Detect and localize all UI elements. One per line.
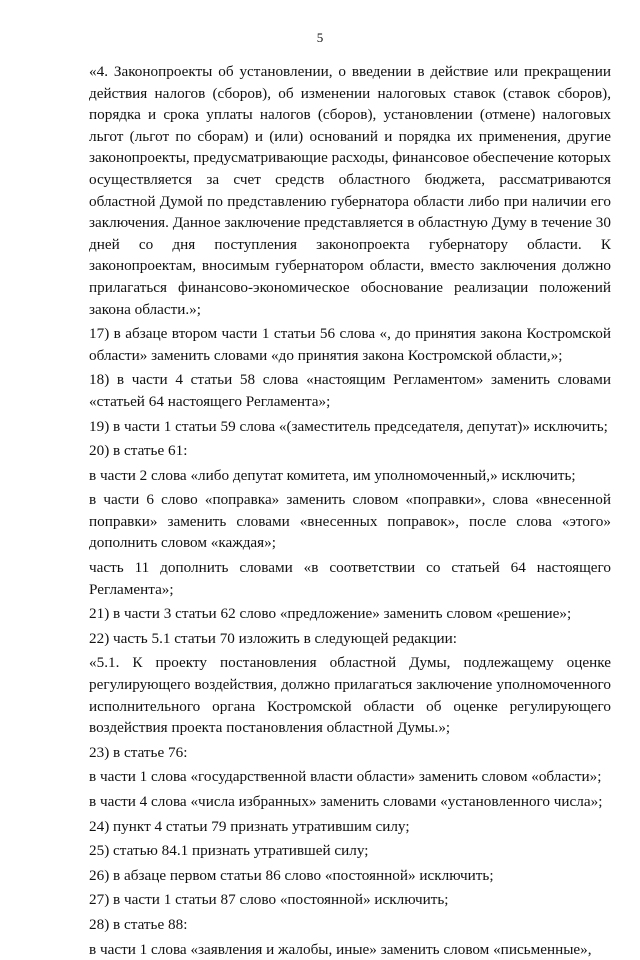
page-number: 5 — [316, 30, 324, 45]
paragraph-item-20-part-6: в части 6 слово «поправка» заменить словом «поправки», слова «внесенной поправки» заменить словами «внесенных поправок», после слова «этого» дополнить словом «каждая»; — [89, 491, 611, 552]
paragraph-item-23-part-1: в части 1 слова «государственной власти области» заменить словом «области»; — [89, 768, 602, 786]
paragraph-item-23-part-4: в части 4 слова «числа избранных» заменить словами «установленного числа»; — [89, 793, 603, 810]
paragraph-item-20-part-2: в части 2 слова «либо депутат комитета, им уполномоченный,» исключить; — [89, 466, 576, 484]
paragraph-item-28: 28) в статье 88: — [89, 915, 188, 933]
paragraph-item-22-quote: «5.1. К проекту постановления областной Думы, подлежащему оценке регулирующего воздействия, должно прилагаться заключение уполномоченного исполнительного органа Костромской области об оценке регулирующего воздействия проекта постановления областной Думы.»; — [89, 654, 611, 737]
paragraph-item-21: 21) в части 3 статьи 62 слово «предложение» заменить словом «решение»; — [89, 605, 572, 623]
paragraph-article-4-quote: «4. Законопроекты об установлении, о введении в действие или прекращении действия налогов (сборов), об изменении налоговых ставок (ставок сборов), порядка и срока уплаты налогов (сборов), установлении (отмене) налоговых льгот (льгот по сборам) и (или) оснований и порядка их применения, другие законопроекты, предусматривающие расходы, финансовое обеспечение которых осуществляется за счет средств областного бюджета, рассматриваются областной Думой по представлению губернатора области либо при наличии его заключения. Данное заключение представляется в областную Думу в течение 30 дней со дня поступления законопроекта губернатору области. К законопроектам, вносимым губернатором области, вместо заключения должно прилагаться финансово-экономическое обоснование реализации положений закона области.»; — [89, 63, 611, 318]
paragraph-item-20: 20) в статье 61: — [89, 442, 188, 460]
paragraph-item-28-part-1: в части 1 слова «заявления и жалобы, иные» заменить словом «письменные», — [89, 940, 592, 958]
paragraph-item-25: 25) статью 84.1 признать утратившей силу; — [89, 842, 369, 860]
paragraph-item-22: 22) часть 5.1 статьи 70 изложить в следующей редакции: — [89, 629, 458, 647]
document-body — [89, 61, 611, 960]
paragraph-item-27: 27) в части 1 статьи 87 слово «постоянной» исключить; — [89, 891, 449, 909]
paragraph-item-24: 24) пункт 4 статьи 79 признать утратившим силу; — [89, 817, 410, 835]
paragraph-item-20-part-11: часть 11 дополнить словами «в соответствии со статьей 64 настоящего Регламента»; — [89, 559, 611, 598]
paragraph-item-18: 18) в части 4 статьи 58 слова «настоящим Регламентом» заменить словами «статьей 64 настоящего Регламента»; — [89, 371, 611, 410]
paragraph-item-19: 19) в части 1 статьи 59 слова «(заместитель председателя, депутат)» исключить; — [89, 417, 608, 435]
paragraph-item-23: 23) в статье 76: — [89, 743, 188, 761]
paragraph-item-26: 26) в абзаце первом статьи 86 слово «постоянной» исключить; — [89, 866, 494, 884]
paragraph-item-17: 17) в абзаце втором части 1 статьи 56 слова «, до принятия закона Костромской области» заменить словами «до принятия закона Костромской области,»; — [89, 325, 611, 364]
